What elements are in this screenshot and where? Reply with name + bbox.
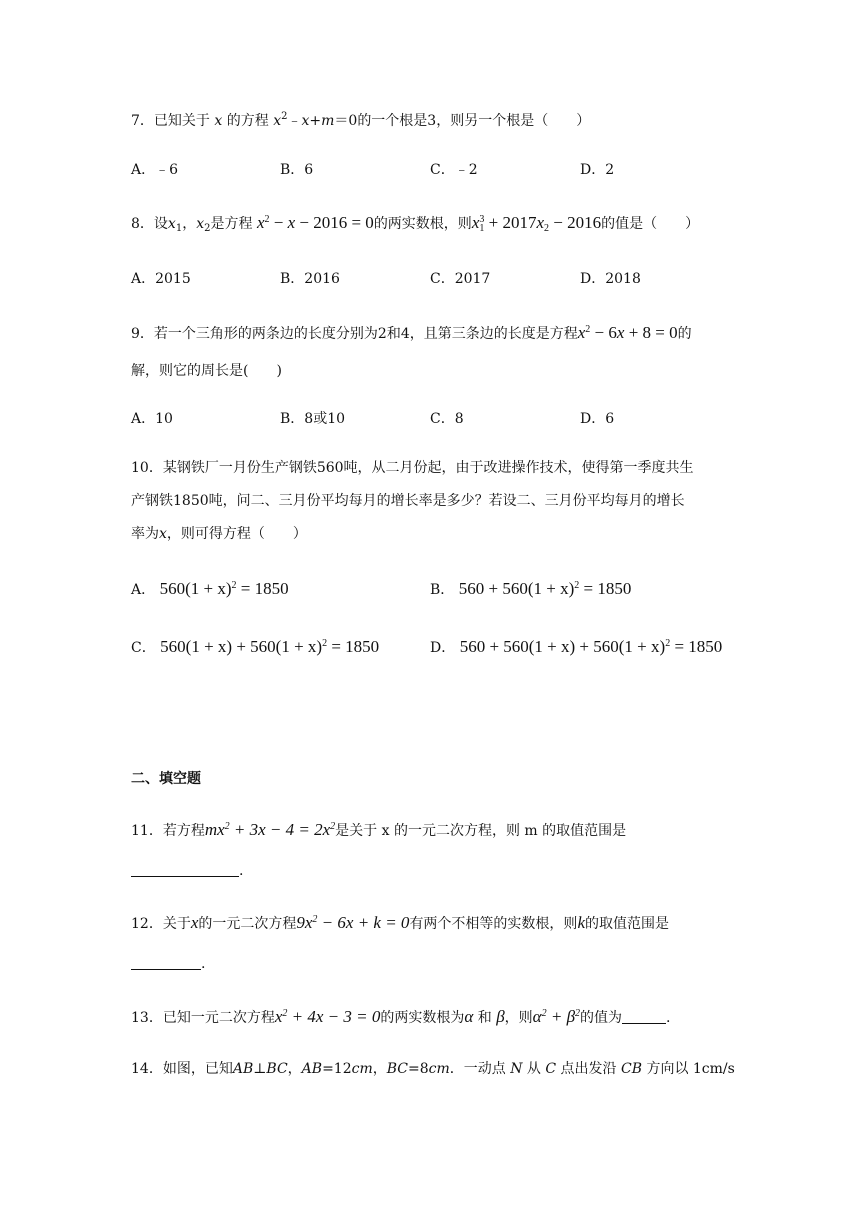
answer-blank[interactable] (131, 957, 201, 970)
exponent: 2 (322, 638, 328, 649)
question-text: 若一个三角形的两条边的长度分别为2和4，且第三条边的长度是方程 (153, 326, 578, 342)
period: . (666, 1010, 671, 1026)
question-text: 方向以 1cm/s (646, 1061, 735, 1077)
math-var: C (545, 1061, 557, 1077)
answer-blank[interactable] (131, 864, 239, 877)
subscript: 1 (175, 223, 183, 234)
question-text: ， (372, 1061, 387, 1077)
math-var: x (167, 216, 176, 232)
option-d: D．2018 (580, 271, 641, 287)
question-text: 如图，已知 (162, 1061, 233, 1077)
question-7-stem (131, 111, 591, 129)
math-var: x (471, 213, 480, 232)
math-text: = 1850 (327, 637, 380, 656)
period: . (239, 863, 244, 879)
math-text: = 1850 (236, 579, 289, 598)
exponent: 2 (665, 638, 671, 649)
math-var: β (496, 1007, 505, 1026)
question-number: 11． (131, 823, 163, 839)
exponent: 2 (574, 580, 580, 591)
question-text: 的取值范围是 (584, 916, 669, 932)
question-text: 的两实数根为 (380, 1010, 465, 1026)
option-d: D．6 (580, 411, 615, 427)
math-var: BC (386, 1061, 408, 1077)
question-number: 8． (131, 216, 154, 232)
math-text: x (274, 1007, 283, 1026)
equation (205, 820, 335, 839)
question-12-stem (131, 914, 669, 931)
question-text: 有两个不相等的实数根，则 (409, 916, 578, 932)
option-d: D．2 (580, 162, 615, 178)
math-text: 560(1 + x) + 560(1 + x) (160, 637, 323, 656)
math-text: = 1850 (579, 579, 632, 598)
math-text: AB⊥BC (232, 1061, 288, 1077)
exponent: 2 (541, 1008, 547, 1019)
math-var: α (464, 1007, 474, 1026)
question-text: 点出发沿 (560, 1061, 617, 1077)
expression (533, 1007, 580, 1026)
option-label: B． (430, 582, 455, 598)
question-text: 是方程 (210, 216, 253, 232)
question-number: 12． (131, 916, 163, 932)
equation (578, 323, 678, 342)
question-11-stem (131, 821, 626, 838)
question-text: 某钢铁厂一月份生产钢铁560吨，从二月份起，由于改进操作技术，使得第一季度共生 (162, 460, 694, 476)
question-text: ， (182, 216, 197, 232)
answer-blank[interactable] (622, 1011, 666, 1024)
math-text: + 3x − 4 = 2x (229, 820, 331, 839)
math-text: 560(1 + x) (159, 579, 232, 598)
math-var: x (214, 113, 223, 129)
question-text: ，则 (504, 1010, 533, 1026)
exponent: 2 (575, 1008, 581, 1019)
math-text: + 4x − 3 = 0 (287, 1007, 381, 1026)
question-12-answer-line (131, 957, 205, 971)
question-10-line1 (131, 461, 694, 475)
math-text: 560 + 560(1 + x) (458, 579, 575, 598)
question-text: 设 (153, 216, 168, 232)
math-var: x (273, 113, 282, 129)
math-var: x (287, 213, 296, 232)
option-label: D． (430, 640, 456, 656)
exponent: 2 (330, 821, 336, 832)
equation (257, 213, 374, 232)
expression (472, 213, 601, 232)
unit: cm (351, 1061, 373, 1077)
exponent: 2 (282, 1008, 288, 1019)
math-text: α (532, 1007, 542, 1026)
question-11-answer-line (131, 864, 243, 878)
question-number: 9． (131, 326, 154, 342)
math-var: x (301, 113, 310, 129)
question-text: 的值为 (580, 1010, 623, 1026)
math-var: x (159, 526, 167, 542)
math-var: x (577, 323, 586, 342)
option-b: B．2016 (280, 271, 340, 287)
math-text: β (566, 1007, 576, 1026)
unit: cm (428, 1061, 450, 1077)
question-text: 和 (477, 1010, 492, 1026)
exponent: 2 (264, 214, 270, 225)
period: . (201, 956, 206, 972)
question-text: ．一动点 (449, 1061, 506, 1077)
exponent: 2 (585, 324, 591, 335)
option-label: C． (131, 640, 156, 656)
math-text: + 2017 (484, 213, 537, 232)
equation (160, 579, 289, 598)
equation (296, 913, 409, 932)
option-d (430, 638, 722, 655)
exponent: 2 (312, 914, 318, 925)
option-c: C．2017 (430, 271, 491, 287)
section-title: 二、填空题 (131, 771, 201, 787)
math-var: x (256, 213, 265, 232)
subscript: 2 (544, 223, 549, 234)
question-text: ， (287, 1061, 302, 1077)
math-text: ﹣ (287, 113, 302, 129)
question-10-line3 (131, 527, 307, 541)
math-text: + 8 = 0 (624, 323, 678, 342)
question-8-stem (131, 213, 700, 234)
math-text: = 1850 (670, 637, 723, 656)
option-b: B．6 (280, 162, 314, 178)
math-text: − (269, 213, 288, 232)
math-text: =12 (322, 1061, 352, 1077)
question-text: 从 (526, 1061, 541, 1077)
question-text: 的两实数根，则 (373, 216, 472, 232)
question-text: 已知关于 (153, 113, 210, 129)
option-b (430, 580, 631, 597)
option-a: A．﹣6 (131, 162, 179, 178)
equation (460, 637, 723, 656)
subscript: 1 (479, 223, 485, 234)
math-text: mx (204, 820, 225, 839)
math-text: − 2016 (549, 213, 602, 232)
question-text: 是关于 x 的一元二次方程，则 m 的取值范围是 (335, 823, 627, 839)
question-text: 的值是（ ） (601, 216, 700, 232)
math-var: x (190, 913, 199, 932)
question-number: 14． (131, 1061, 163, 1077)
question-text: 的一元二次方程 (198, 916, 297, 932)
option-c: C．﹣2 (430, 162, 478, 178)
math-text: =8 (408, 1061, 429, 1077)
math-var: x (536, 213, 544, 232)
question-13-stem (131, 1008, 671, 1025)
question-text: 已知一元二次方程 (162, 1010, 275, 1026)
option-a (131, 580, 289, 597)
equation (160, 637, 379, 656)
equation (459, 579, 632, 598)
question-10-line2: 产钢铁1850吨，问二、三月份平均每月的增长率是多少？若设二、三月份平均每月的增长 (131, 493, 685, 509)
exponent: 2 (231, 580, 237, 591)
question-text: ，则可得方程（ ） (166, 526, 307, 542)
math-text: − 6x + k = 0 (317, 913, 410, 932)
question-number: 10． (131, 460, 163, 476)
math-var: CB (621, 1061, 642, 1077)
exponent: 2 (281, 111, 288, 122)
question-text: 的方程 (226, 113, 269, 129)
option-label: A． (131, 582, 156, 598)
option-c (131, 638, 379, 655)
math-var: AB (301, 1061, 323, 1077)
question-text: 的 (677, 326, 692, 342)
math-text: − 6 (590, 323, 617, 342)
math-var: k (577, 913, 585, 932)
question-text: 率为 (131, 526, 159, 542)
math-text: + (546, 1007, 567, 1026)
math-text: 560 + 560(1 + x) + 560(1 + x) (459, 637, 666, 656)
math-var: N (510, 1061, 523, 1077)
math-text: − 2016 = 0 (295, 213, 374, 232)
question-14-stem (131, 1062, 735, 1076)
option-a: A．10 (131, 411, 173, 427)
math-text: + (309, 113, 322, 129)
exponent: 3 (479, 214, 485, 225)
exponent: 2 (224, 821, 230, 832)
question-text: 若方程 (162, 823, 205, 839)
option-c: C．8 (430, 411, 464, 427)
option-b: B．8或10 (280, 411, 346, 427)
math-var: x (616, 323, 625, 342)
question-text: 的一个根是3，则另一个根是（ ） (357, 113, 591, 129)
math-var: m (321, 113, 335, 129)
math-text: ＝0 (334, 113, 358, 129)
subscript: 2 (204, 223, 211, 234)
question-9-line2: 解，则它的周长是( ) (131, 363, 282, 379)
math-var: x (196, 216, 205, 232)
question-text: 关于 (162, 916, 191, 932)
question-number: 7． (131, 113, 154, 129)
question-number: 13． (131, 1010, 163, 1026)
option-a: A．2015 (131, 271, 191, 287)
equation (275, 1007, 381, 1026)
question-9-stem (131, 324, 692, 341)
math-text: 9x (296, 913, 313, 932)
